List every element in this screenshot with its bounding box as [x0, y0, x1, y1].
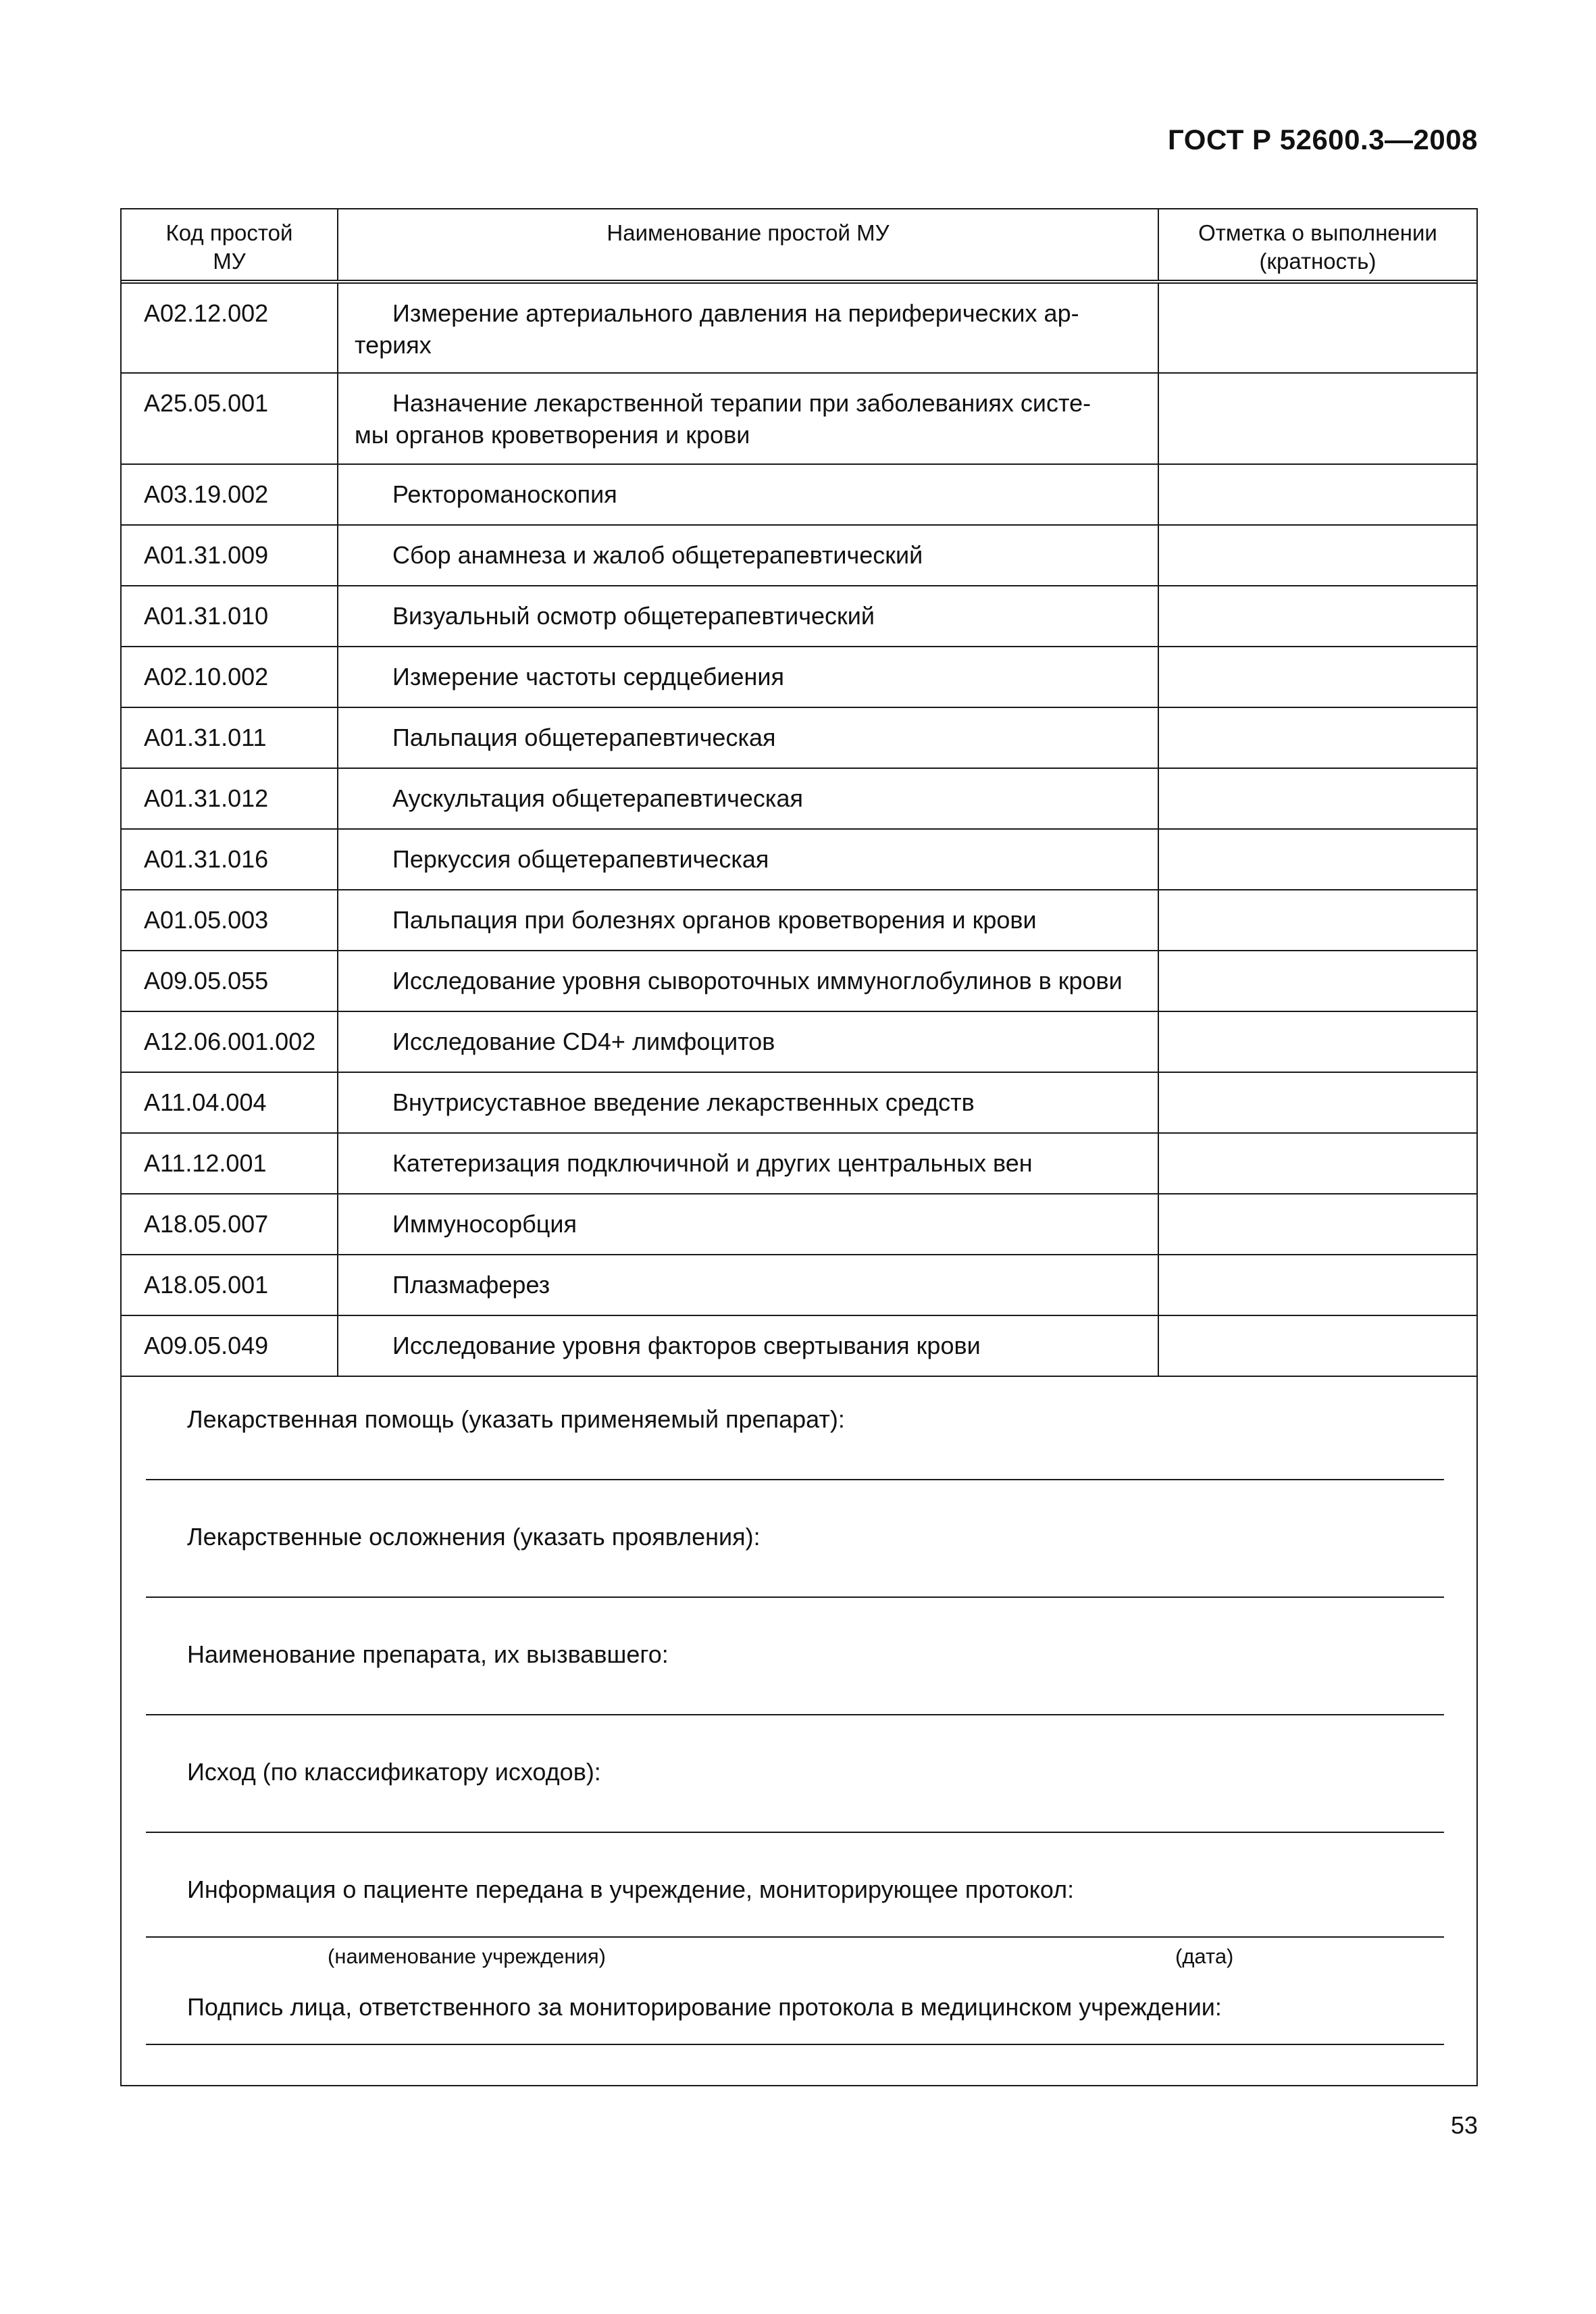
- cell-name: [338, 1315, 1158, 1376]
- table-row: [122, 464, 1476, 525]
- cell-code: A09.05.055: [122, 951, 338, 1011]
- cell-name-line: Катетеризация подключичной и других центральных вен: [392, 1149, 1033, 1177]
- cell-code: A18.05.001: [122, 1255, 338, 1315]
- cell-name-line: Измерение артериального давления на периферических ар-: [392, 299, 1079, 327]
- column-header-code: [122, 209, 338, 282]
- fill-line-signature[interactable]: [146, 2044, 1444, 2045]
- fill-line-drug-complications[interactable]: [146, 1596, 1444, 1598]
- cell-code: A11.12.001: [122, 1133, 338, 1194]
- cell-code: A12.06.001.002: [122, 1011, 338, 1072]
- cell-name: [338, 282, 1158, 373]
- cell-name-line: Пальпация при болезнях органов кроветворения и крови: [392, 906, 1037, 934]
- cell-name: [338, 586, 1158, 647]
- cell-code: A01.31.016: [122, 829, 338, 890]
- cell-name-line: Перкуссия общетерапевтическая: [392, 845, 769, 873]
- cell-name: [338, 1011, 1158, 1072]
- cell-name-line: мы органов кроветворения и крови: [355, 421, 750, 449]
- cell-name-line: Измерение частоты сердцебиения: [392, 663, 784, 690]
- cell-mark[interactable]: [1158, 768, 1476, 829]
- cell-mark[interactable]: [1158, 1133, 1476, 1194]
- cell-mark[interactable]: [1158, 282, 1476, 373]
- cell-mark[interactable]: [1158, 586, 1476, 647]
- cell-code: A02.10.002: [122, 647, 338, 707]
- column-header-name: Наименование простой МУ: [338, 209, 1158, 282]
- cell-code: A01.05.003: [122, 890, 338, 951]
- cell-name-line: Иммуносорбция: [392, 1210, 577, 1238]
- cell-code: A09.05.049: [122, 1315, 338, 1376]
- cell-name-line: Визуальный осмотр общетерапевтический: [392, 602, 875, 630]
- cell-name: [338, 1194, 1158, 1255]
- cell-name-line: Пальпация общетерапевтическая: [392, 724, 776, 751]
- column-header-mark-text: Отметка о выполнении (кратность): [1198, 220, 1437, 274]
- table-row: [122, 829, 1476, 890]
- fill-line-drug-name[interactable]: [146, 1714, 1444, 1715]
- cell-name: [338, 890, 1158, 951]
- cell-name-line: Исследование уровня сывороточных иммуноглобулинов в крови: [392, 967, 1123, 995]
- table-header-row: [122, 209, 1476, 282]
- table-row: [122, 1315, 1476, 1376]
- cell-mark[interactable]: [1158, 951, 1476, 1011]
- cell-name: [338, 373, 1158, 464]
- column-header-mark: [1158, 209, 1476, 282]
- cell-code: A02.12.002: [122, 282, 338, 373]
- mu-table: [122, 209, 1476, 1377]
- form-label-outcome: Исход (по классификатору исходов):: [187, 1758, 601, 1786]
- cell-code: A01.31.009: [122, 525, 338, 586]
- cell-name-line: Исследование уровня факторов свертывания крови: [392, 1332, 981, 1359]
- cell-code: A01.31.011: [122, 707, 338, 768]
- cell-name: [338, 1133, 1158, 1194]
- form-label-drug-complications: Лекарственные осложнения (указать проявления):: [187, 1523, 761, 1551]
- form-label-drug-name: Наименование препарата, их вызвавшего:: [187, 1640, 669, 1668]
- table-row: [122, 647, 1476, 707]
- cell-name-line: Назначение лекарственной терапии при заболеваниях систе-: [392, 389, 1091, 417]
- cell-name: [338, 647, 1158, 707]
- table-row: [122, 707, 1476, 768]
- table-row: [122, 525, 1476, 586]
- cell-name: [338, 464, 1158, 525]
- cell-code: A18.05.007: [122, 1194, 338, 1255]
- cell-name: [338, 1255, 1158, 1315]
- form-label-info-transfer: Информация о пациенте передана в учреждение, мониторирующее протокол:: [187, 1876, 1075, 1903]
- cell-mark[interactable]: [1158, 1255, 1476, 1315]
- cell-code: A01.31.010: [122, 586, 338, 647]
- table-row: [122, 890, 1476, 951]
- cell-mark[interactable]: [1158, 1011, 1476, 1072]
- cell-mark[interactable]: [1158, 525, 1476, 586]
- table-row: [122, 1133, 1476, 1194]
- cell-mark[interactable]: [1158, 1315, 1476, 1376]
- cell-mark[interactable]: [1158, 373, 1476, 464]
- cell-mark[interactable]: [1158, 1072, 1476, 1133]
- table-row: [122, 1255, 1476, 1315]
- document-code-header: ГОСТ Р 52600.3—2008: [1168, 124, 1478, 155]
- caption-institution: (наименование учреждения): [328, 1944, 606, 1968]
- cell-name-line: Сбор анамнеза и жалоб общетерапевтический: [392, 541, 923, 569]
- fill-line-outcome[interactable]: [146, 1832, 1444, 1833]
- table-row: [122, 586, 1476, 647]
- cell-name: [338, 525, 1158, 586]
- cell-mark[interactable]: [1158, 1194, 1476, 1255]
- cell-mark[interactable]: [1158, 647, 1476, 707]
- cell-name-line: териях: [355, 331, 432, 359]
- cell-name: [338, 768, 1158, 829]
- table-row: [122, 1194, 1476, 1255]
- page-number: 53: [1450, 2111, 1478, 2139]
- cell-name-line: Ректороманоскопия: [392, 480, 617, 508]
- cell-code: A03.19.002: [122, 464, 338, 525]
- table-row: [122, 282, 1476, 373]
- cell-name-line: Внутрисуставное введение лекарственных средств: [392, 1088, 975, 1116]
- cell-name-line: Аускультация общетерапевтическая: [392, 784, 803, 812]
- table-row: [122, 951, 1476, 1011]
- caption-date: (дата): [1175, 1944, 1234, 1968]
- fill-line-institution-date[interactable]: [146, 1936, 1444, 1938]
- protocol-table-frame: [120, 208, 1478, 2086]
- form-label-drug-help: Лекарственная помощь (указать применяемый препарат):: [187, 1405, 845, 1433]
- cell-name-line: Плазмаферез: [392, 1271, 550, 1299]
- form-label-signature: Подпись лица, ответственного за мониторирование протокола в медицинском учреждении:: [187, 1993, 1222, 2021]
- cell-mark[interactable]: [1158, 707, 1476, 768]
- cell-code: A01.31.012: [122, 768, 338, 829]
- table-body: [122, 282, 1476, 1376]
- cell-name: [338, 1072, 1158, 1133]
- column-header-code-text: Код простой МУ: [165, 220, 293, 274]
- cell-mark[interactable]: [1158, 890, 1476, 951]
- fill-line-drug-help[interactable]: [146, 1479, 1444, 1480]
- cell-name: [338, 951, 1158, 1011]
- table-row: [122, 373, 1476, 464]
- cell-name: [338, 707, 1158, 768]
- cell-mark[interactable]: [1158, 829, 1476, 890]
- cell-code: A25.05.001: [122, 373, 338, 464]
- cell-mark[interactable]: [1158, 464, 1476, 525]
- table-row: [122, 1011, 1476, 1072]
- table-row: [122, 768, 1476, 829]
- cell-name: [338, 829, 1158, 890]
- cell-name-line: Исследование CD4+ лимфоцитов: [392, 1028, 775, 1055]
- table-row: [122, 1072, 1476, 1133]
- cell-code: A11.04.004: [122, 1072, 338, 1133]
